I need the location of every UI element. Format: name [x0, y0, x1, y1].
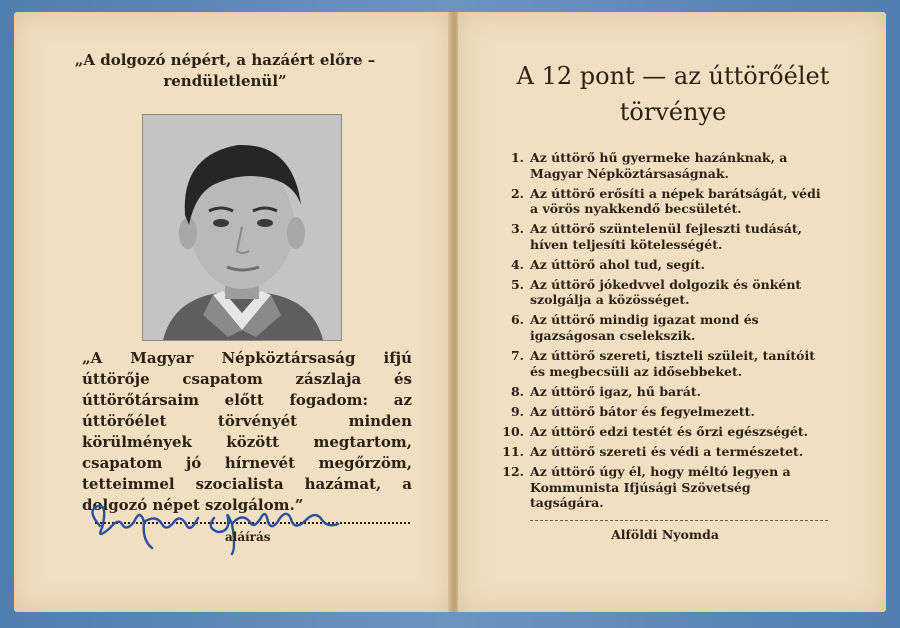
list-item	[496, 404, 826, 420]
divider	[530, 520, 828, 521]
law-number: 7.	[510, 348, 524, 364]
law-number: 8.	[510, 383, 524, 399]
law-number: 9.	[510, 403, 524, 419]
law-text: Az úttörő jókedvvel dolgozik és önként szolgálja a közösséget.	[530, 276, 802, 308]
law-number: 1.	[510, 150, 524, 165]
law-text: Az úttörő erősíti a népek barátságát, védi a vörös nyakkendő becsületét.	[530, 185, 821, 217]
list-item	[496, 444, 826, 460]
handwritten-signature	[82, 488, 362, 558]
law-number: 11.	[502, 443, 524, 459]
law-number: 5.	[510, 276, 524, 292]
list-item	[496, 348, 826, 379]
law-number: 10.	[502, 423, 524, 439]
law-number: 4.	[510, 256, 524, 272]
list-item	[496, 464, 826, 511]
law-number: 12.	[502, 464, 524, 480]
list-item	[496, 257, 826, 273]
law-number: 2.	[510, 185, 524, 201]
list-item	[496, 150, 826, 181]
list-item	[496, 384, 826, 400]
pioneer-oath: „A Magyar Népköztársaság ifjú úttörője csapatom zászlaja és úttörőtársaim előtt fogadom: az úttörőélet törvényét minden körülmények között megtartom, csapatom jó hírnevét megőrzöm, tetteimmel szocialista hazámat, a dolgozó népet szolgálom.”	[82, 349, 412, 514]
law-text: Az úttörő mindig igazat mond és igazságosan cselekszik.	[530, 312, 759, 343]
law-number: 6.	[510, 312, 524, 328]
list-item	[496, 221, 826, 252]
law-text: Az úttörő hű gyermeke hazánknak, a Magyar Népköztársaságnak.	[530, 150, 788, 181]
law-text: Az úttörő igaz, hű barát.	[530, 383, 701, 399]
printer-name: Alföldi Nyomda	[611, 527, 719, 542]
law-text: Az úttörő úgy él, hogy méltó legyen a Kommunista Ifjúsági Szövetség tagságára.	[530, 464, 791, 511]
law-text: Az úttörő ahol tud, segít.	[530, 256, 705, 272]
law-text: Az úttörő szüntelenül fejleszti tudását, híven teljesíti kötelességét.	[530, 221, 802, 252]
laws-title: A 12 pont — az úttörőélet törvénye	[516, 62, 830, 126]
motto: „A dolgozó népért, a hazáért előre – rendületlenül”	[74, 51, 376, 90]
law-text: Az úttörő edzi testét és őrzi egészségét.	[530, 423, 808, 439]
signature-label: aláírás	[225, 530, 271, 544]
law-text: Az úttörő bátor és fegyelmezett.	[530, 403, 755, 419]
law-text: Az úttörő szereti és védi a természetet.	[530, 443, 804, 459]
list-item	[496, 424, 826, 440]
list-item	[496, 277, 826, 308]
list-item	[496, 312, 826, 343]
law-text: Az úttörő szereti, tiszteli szüleit, tanítóit és megbecsüli az idősebbeket.	[530, 348, 815, 379]
law-number: 3.	[510, 221, 524, 237]
list-item	[496, 186, 826, 217]
portrait-photo	[143, 115, 341, 340]
laws-list	[496, 150, 826, 515]
